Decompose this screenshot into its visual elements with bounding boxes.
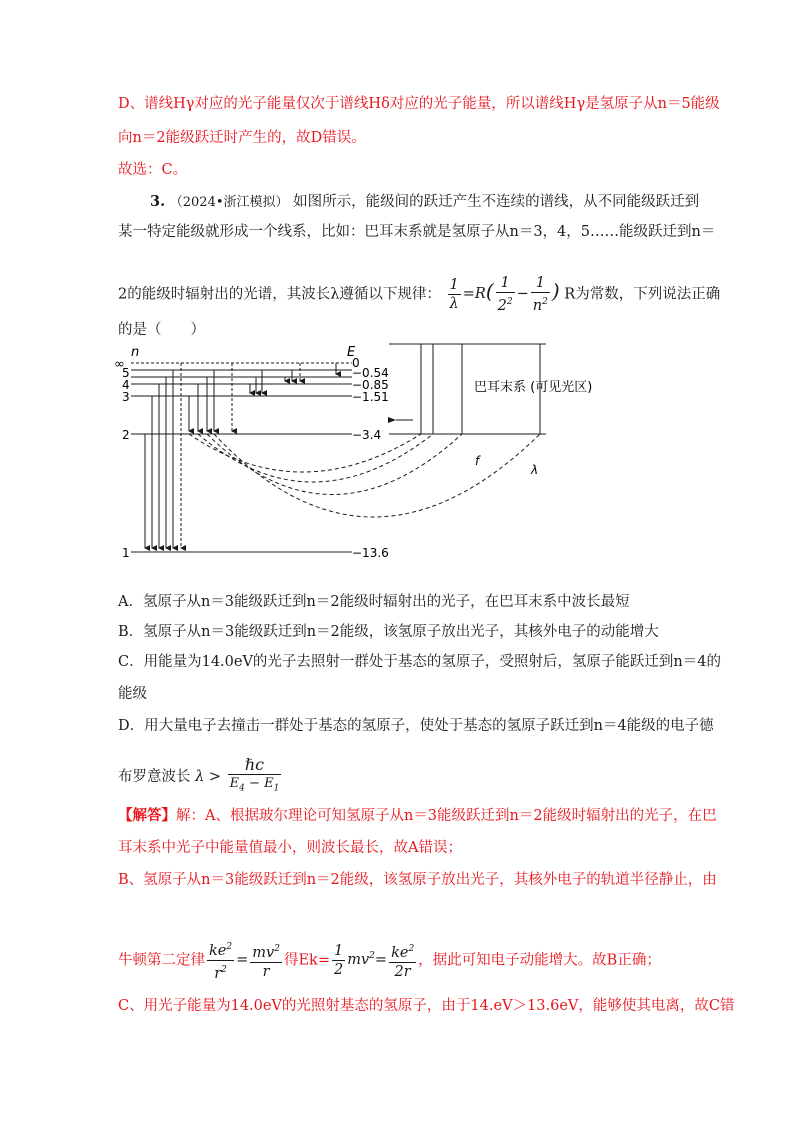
solution-line2 — [118, 838, 462, 858]
option-a — [118, 592, 630, 612]
energy-label-3: −1.51 — [352, 390, 389, 404]
solution-b-text-post: ，据此可知电子动能增大。故B正确； — [418, 952, 661, 969]
question-text-3: 2的能级时辐射出的光谱，其波长λ遵循以下规律： — [118, 286, 441, 303]
level-label-inf: ∞ — [114, 357, 125, 372]
question-line2 — [118, 222, 715, 242]
solution-line5 — [118, 996, 734, 1016]
prev-answer-line1 — [118, 94, 720, 114]
energy-label-4: −0.85 — [352, 378, 389, 392]
question-text-4: 的是（ ） — [118, 322, 205, 338]
solution-a-text-1: 解：A、根据玻尔理论可知氢原子从n＝3能级跃迁到n＝2能级时辐射出的光子，在巴 — [176, 808, 717, 824]
solution-line3 — [118, 870, 717, 890]
lyman-arrows — [145, 363, 181, 548]
level-label-5: 5 — [122, 366, 130, 380]
prev-answer-text-2: 向n＝2能级跃迁时产生的，故D错误。 — [118, 130, 366, 146]
solution-b-text-mid: 得Ek= — [283, 952, 330, 969]
option-c-text-2: 能级 — [118, 686, 147, 702]
question-line1 — [150, 192, 699, 213]
question-text-2: 某一特定能级就形成一个线系，比如：巴耳末系就是氢原子从n＝3，4，5……能级跃迁到n＝ — [118, 224, 716, 240]
rydberg-formula: $\frac{1}{\lambda}$ =R( $\frac{1}{2^2}$ − $\frac{1}{n^2}$ ) — [449, 275, 560, 314]
option-d-text-2: 布罗意波长 — [118, 768, 191, 785]
question-line3 — [118, 274, 720, 315]
level-label-1: 1 — [122, 546, 130, 560]
balmer-spectrum-box — [389, 344, 546, 434]
option-d-text-1: D．用大量电子去撞击一群处于基态的氢原子，使处于基态的氢原子跃迁到n＝4能级的电子德 — [118, 718, 714, 734]
newton-formula: $\frac{ke^2}{r^2}$ = $\frac{mv^2}{r}$ — [205, 952, 284, 968]
option-a-text: A．氢原子从n＝3能级跃迁到n＝2能级时辐射出的光子，在巴耳末系中波长最短 — [118, 594, 630, 610]
question-source: （2024•浙江模拟） — [169, 195, 289, 210]
option-b-text: B．氢原子从n＝3能级跃迁到n＝2能级，该氢原子放出光子，其核外电子的动能增大 — [118, 624, 659, 640]
level-label-3: 3 — [122, 390, 130, 404]
question-number: 3. — [150, 193, 166, 210]
prev-answer-text-1: D、谱线Hγ对应的光子能量仅次于谱线Hδ对应的光子能量，所以谱线Hγ是氢原子从n＝5能级 — [118, 96, 720, 112]
label-f: f — [475, 454, 480, 468]
balmer-arrows — [189, 363, 232, 431]
kinetic-formula: $\frac{1}{2}$ $mv^2=$ $\frac{ke^2}{2r}$ — [330, 952, 418, 968]
level-label-2: 2 — [122, 428, 130, 442]
option-c-line2 — [118, 684, 147, 704]
option-d-line1 — [118, 716, 714, 736]
option-d-line2 — [118, 756, 283, 798]
question-line4 — [118, 320, 205, 340]
option-c-line1 — [118, 652, 721, 672]
solution-c-text-1: C、用光子能量为14.0eV的光照射基态的氢原子，由于14.eV＞13.6eV，能够使其电离，故C错 — [118, 998, 735, 1014]
question-text-3b: R为常数，下列说法正确 — [564, 286, 721, 303]
energy-label-5: −0.54 — [352, 366, 389, 380]
balmer-box-label: 巴耳末系 (可见光区) — [474, 380, 593, 395]
energy-label-inf: 0 — [352, 356, 360, 370]
axis-E-label: E — [347, 345, 356, 360]
prev-answer-choice-text: 故选：C。 — [118, 162, 188, 178]
prev-answer-line2 — [118, 128, 366, 148]
solution-b-text-2: 牛顿第二定律 — [118, 952, 205, 969]
solution-a-text-2: 耳末系中光子中能量值最小，则波长最长，故A错误； — [118, 840, 462, 856]
connector-curves — [189, 434, 540, 517]
debroglie-formula: λ > $\frac{\text{ℏc}}{E_4 - E_1}$ — [195, 755, 280, 794]
label-lambda: λ — [531, 463, 539, 477]
solution-b-text-1: B、氢原子从n＝3能级跃迁到n＝2能级，该氢原子放出光子，其核外电子的轨道半径静止，由 — [118, 872, 717, 888]
question-text-1: 如图所示，能级间的跃迁产生不连续的谱线，从不同能级跃迁到 — [293, 194, 700, 210]
solution-tag: 【解答】 — [118, 807, 176, 824]
option-b — [118, 622, 659, 642]
higher-series-arrows — [250, 363, 336, 393]
energy-label-1: −13.6 — [352, 546, 389, 560]
solution-line1 — [118, 806, 717, 826]
energy-label-2: −3.4 — [352, 428, 382, 442]
solution-line4 — [118, 938, 661, 983]
axis-n-label: n — [131, 345, 140, 360]
prev-answer-choice — [118, 160, 187, 180]
level-label-4: 4 — [122, 378, 130, 392]
option-c-text-1: C．用能量为14.0eV的光子去照射一群处于基态的氢原子，受照射后，氢原子能跃迁到n＝4的 — [118, 654, 721, 670]
